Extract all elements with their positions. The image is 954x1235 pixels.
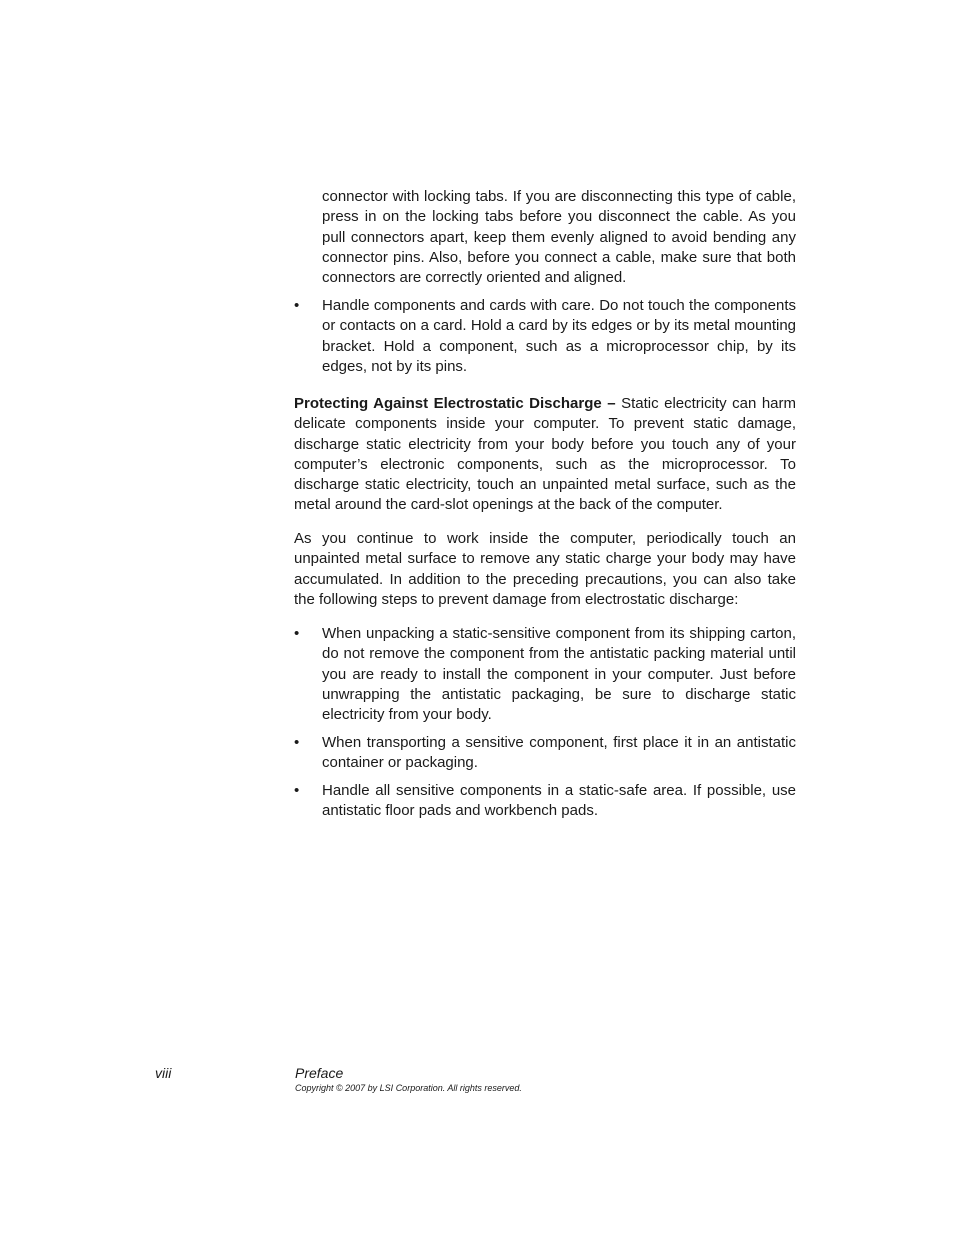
bullet-icon: •	[294, 625, 300, 642]
bullet-icon: •	[294, 782, 300, 799]
list-item-text: Handle components and cards with care. Do not touch the components or contacts on a card. Hold a card by its edges or by its metal mounting bracket. Hold a component, such as a microprocessor chip, by its edges, not by its pins.	[322, 297, 796, 375]
list-item-text: When unpacking a static-sensitive component from its shipping carton, do not remove the component from the antistatic packing material until you are ready to install the component in your computer. Just before unwrapping the antistatic packaging, be sure to discharge static electricity from your body.	[322, 625, 796, 724]
paragraph: As you continue to work inside the computer, periodically touch an unpainted metal surface to remove any static charge your body may have accumulated. In addition to the preceding precautions, you can also take the following steps to prevent damage from electrostatic discharge:	[294, 530, 796, 608]
footer-copyright: Copyright © 2007 by LSI Corporation. All rights reserved.	[295, 1083, 522, 1093]
list-item-text: Handle all sensitive components in a static-safe area. If possible, use antistatic floor pads and workbench pads.	[322, 782, 796, 820]
esd-paragraph	[294, 394, 796, 516]
footer-page-number: viii	[155, 1065, 172, 1081]
list-item-text: When transporting a sensitive component, first place it in an antistatic container or packaging.	[322, 734, 796, 772]
esd-heading: Protecting Against Electrostatic Discharge –	[294, 395, 616, 412]
continued-list-item-text: connector with locking tabs. If you are disconnecting this type of cable, press in on the locking tabs before you disconnect the cable. As you pull connectors apart, keep them evenly aligned to avoid bending any connector pins. Also, before you connect a cable, make sure that both connectors are correctly oriented and aligned.	[322, 188, 796, 287]
bullet-icon: •	[294, 297, 300, 314]
bullet-icon: •	[294, 734, 300, 751]
esd-body: Static electricity can harm delicate components inside your computer. To prevent static damage, discharge static electricity from your body before you touch any of your computer’s electronic components, such as the microprocessor. To discharge static electricity, touch an unpainted metal surface, such as the metal around the card-slot openings at the back of the computer.	[294, 395, 797, 514]
footer-section-title: Preface	[295, 1065, 344, 1081]
